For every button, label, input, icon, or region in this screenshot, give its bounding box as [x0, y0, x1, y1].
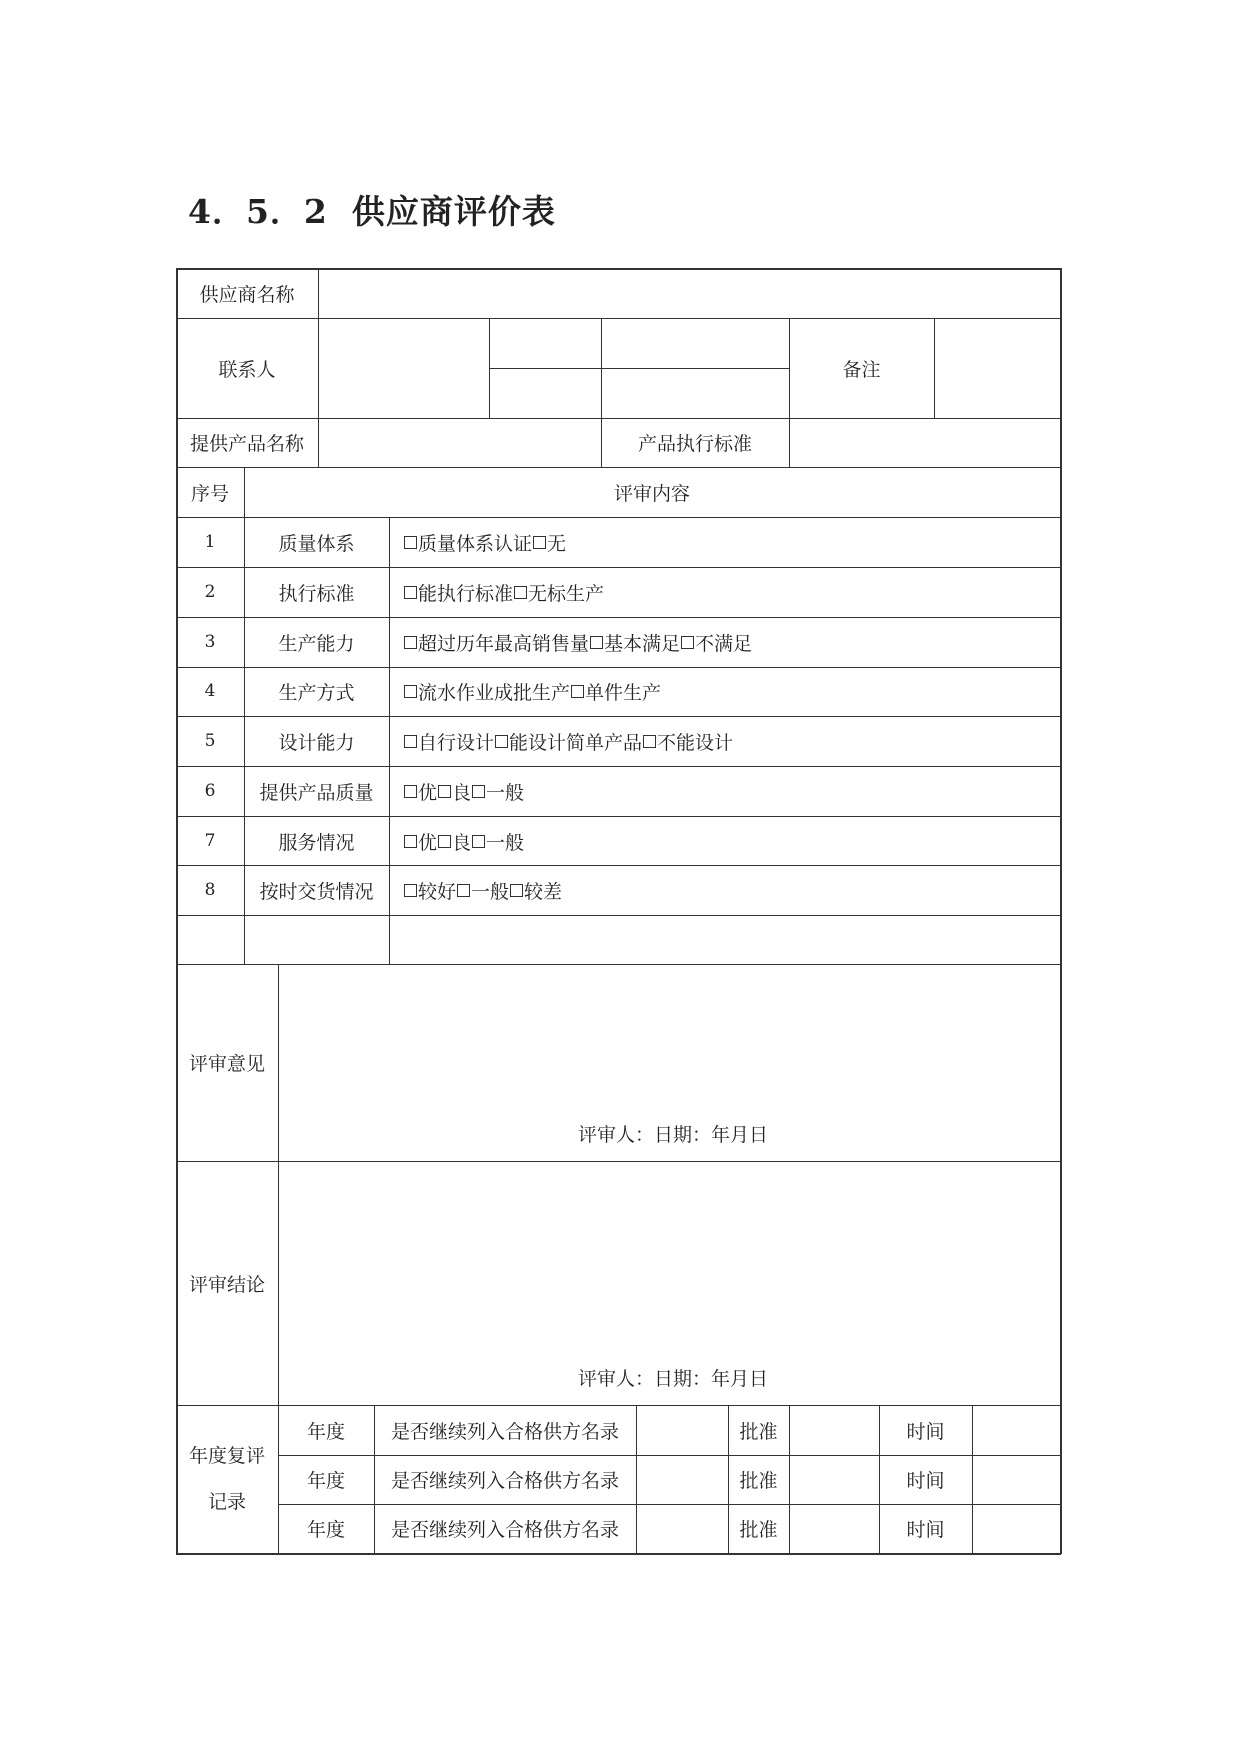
annual-question-label: 是否继续列入合格供方名录: [390, 1470, 619, 1492]
checkbox-label: 能设计简单产品: [509, 731, 643, 754]
checkbox-label: 能执行标准: [418, 582, 514, 605]
contact-label: 联系人: [218, 358, 276, 381]
checkbox[interactable]: [404, 685, 417, 698]
checkbox-label: 自行设计: [418, 731, 495, 754]
content-header: 评审内容: [613, 482, 690, 505]
seq-header: 序号: [190, 482, 229, 505]
checkbox-label: 基本满足: [604, 632, 681, 655]
remark-label: 备注: [842, 358, 881, 381]
checkbox[interactable]: [681, 636, 694, 649]
annual-year-label: 年度: [306, 1420, 345, 1443]
supplier-name-field[interactable]: [318, 268, 1060, 318]
checkbox[interactable]: [571, 685, 584, 698]
checkbox-label: 良: [452, 781, 472, 804]
checkbox-label: 优: [418, 831, 438, 854]
review-item-no: 1: [204, 532, 216, 552]
conclusion-label: 评审结论: [188, 1273, 265, 1296]
checkbox[interactable]: [404, 735, 417, 748]
annual-approve-label: 批准: [739, 1519, 778, 1541]
checkbox[interactable]: [495, 735, 508, 748]
checkbox[interactable]: [404, 785, 417, 798]
checkbox[interactable]: [404, 586, 417, 599]
checkbox-label: 流水作业成批生产: [418, 681, 571, 704]
checkbox[interactable]: [590, 636, 603, 649]
annual-answer-field[interactable]: [636, 1455, 728, 1504]
review-item-options: [389, 666, 1060, 716]
remark-field[interactable]: [934, 318, 1060, 418]
review-item-name: 服务情况: [278, 831, 355, 854]
annual-answer-field[interactable]: [636, 1405, 728, 1455]
review-item-name: 生产能力: [278, 632, 355, 655]
checkbox[interactable]: [514, 586, 527, 599]
annual-answer-field[interactable]: [636, 1504, 728, 1553]
checkbox[interactable]: [457, 884, 470, 897]
checkbox-label: 一般: [486, 781, 525, 804]
product-standard-label: 产品执行标准: [637, 433, 752, 455]
checkbox[interactable]: [472, 835, 485, 848]
blank-content-cell[interactable]: [389, 915, 1060, 964]
checkbox[interactable]: [643, 735, 656, 748]
product-name-field[interactable]: [318, 418, 601, 467]
annual-approve-label: 批准: [739, 1420, 778, 1443]
review-item-options: [389, 816, 1060, 866]
review-item-name: 提供产品质量: [259, 781, 374, 804]
checkbox-label: 不能设计: [657, 731, 734, 754]
checkbox-label: 一般: [486, 831, 525, 854]
title-text: 供应商评价表: [351, 192, 556, 231]
annual-time-field[interactable]: [972, 1405, 1060, 1455]
review-item-name: 按时交货情况: [259, 880, 374, 903]
review-item-no: 4: [204, 681, 216, 701]
checkbox-label: 质量体系认证: [418, 532, 533, 555]
checkbox-label: 良: [452, 831, 472, 854]
annual-year-label: 年度: [306, 1470, 345, 1492]
checkbox-label: 无: [547, 532, 567, 555]
checkbox-label: 一般: [471, 880, 510, 903]
annual-time-label: 时间: [906, 1420, 945, 1443]
annual-question-label: 是否继续列入合格供方名录: [390, 1519, 619, 1541]
annual-review-label: [176, 1405, 278, 1553]
contact-info-field-1[interactable]: [489, 318, 601, 368]
review-item-options: [389, 766, 1060, 816]
checkbox-label: 超过历年最高销售量: [418, 632, 590, 655]
checkbox[interactable]: [472, 785, 485, 798]
checkbox-label: 无标生产: [528, 582, 605, 605]
contact-field[interactable]: [318, 318, 489, 418]
opinion-signature: 评审人：日期：年月日: [578, 1123, 769, 1146]
review-item-no: 2: [204, 582, 216, 602]
checkbox-label: 单件生产: [585, 681, 662, 704]
conclusion-signature: 评审人：日期：年月日: [578, 1367, 769, 1390]
review-item-name: 质量体系: [278, 532, 355, 555]
checkbox-label: 较好: [418, 880, 457, 903]
product-name-label: 提供产品名称: [189, 433, 304, 455]
checkbox-label: 不满足: [695, 632, 753, 655]
checkbox[interactable]: [533, 536, 546, 549]
contact-info-field-2[interactable]: [601, 318, 789, 368]
review-item-name: 执行标准: [278, 582, 355, 605]
annual-question-label: 是否继续列入合格供方名录: [390, 1420, 619, 1443]
review-item-name: 生产方式: [278, 681, 355, 704]
checkbox[interactable]: [404, 636, 417, 649]
review-item-no: 8: [204, 880, 216, 900]
review-item-options: [389, 617, 1060, 667]
product-standard-field[interactable]: [789, 418, 1060, 467]
review-item-name: 设计能力: [278, 731, 355, 754]
checkbox[interactable]: [404, 536, 417, 549]
contact-info-field-4[interactable]: [601, 368, 789, 418]
annual-approver-field[interactable]: [789, 1405, 879, 1455]
annual-time-label: 时间: [906, 1519, 945, 1541]
opinion-label: 评审意见: [188, 1053, 265, 1075]
review-item-no: 7: [204, 831, 216, 851]
checkbox-label: 优: [418, 781, 438, 804]
checkbox[interactable]: [404, 884, 417, 897]
review-item-options: [389, 517, 1060, 567]
blank-name-cell[interactable]: [244, 915, 389, 964]
annual-time-label: 时间: [906, 1470, 945, 1492]
review-item-no: 3: [204, 632, 216, 652]
annual-review-label-line2: 记录: [207, 1491, 246, 1513]
section-number: 4．5．2: [188, 192, 328, 231]
annual-time-field[interactable]: [972, 1504, 1060, 1553]
checkbox[interactable]: [404, 835, 417, 848]
review-item-options: [389, 716, 1060, 766]
review-item-no: 6: [204, 781, 216, 801]
annual-review-label-line1: 年度复评: [188, 1445, 265, 1467]
review-item-options: [389, 865, 1060, 915]
supplier-name-label: 供应商名称: [199, 283, 295, 306]
checkbox[interactable]: [510, 884, 523, 897]
annual-year-label: 年度: [306, 1519, 345, 1541]
annual-approver-field[interactable]: [789, 1504, 879, 1553]
contact-info-field-3[interactable]: [489, 368, 601, 418]
annual-approver-field[interactable]: [789, 1455, 879, 1504]
checkbox[interactable]: [438, 835, 451, 848]
checkbox-label: 较差: [524, 880, 563, 903]
annual-approve-label: 批准: [739, 1470, 778, 1492]
review-item-no: 5: [204, 731, 216, 751]
page-title: [188, 186, 556, 233]
review-item-options: [389, 567, 1060, 617]
blank-seq-cell[interactable]: [176, 915, 244, 964]
annual-time-field[interactable]: [972, 1455, 1060, 1504]
checkbox[interactable]: [438, 785, 451, 798]
